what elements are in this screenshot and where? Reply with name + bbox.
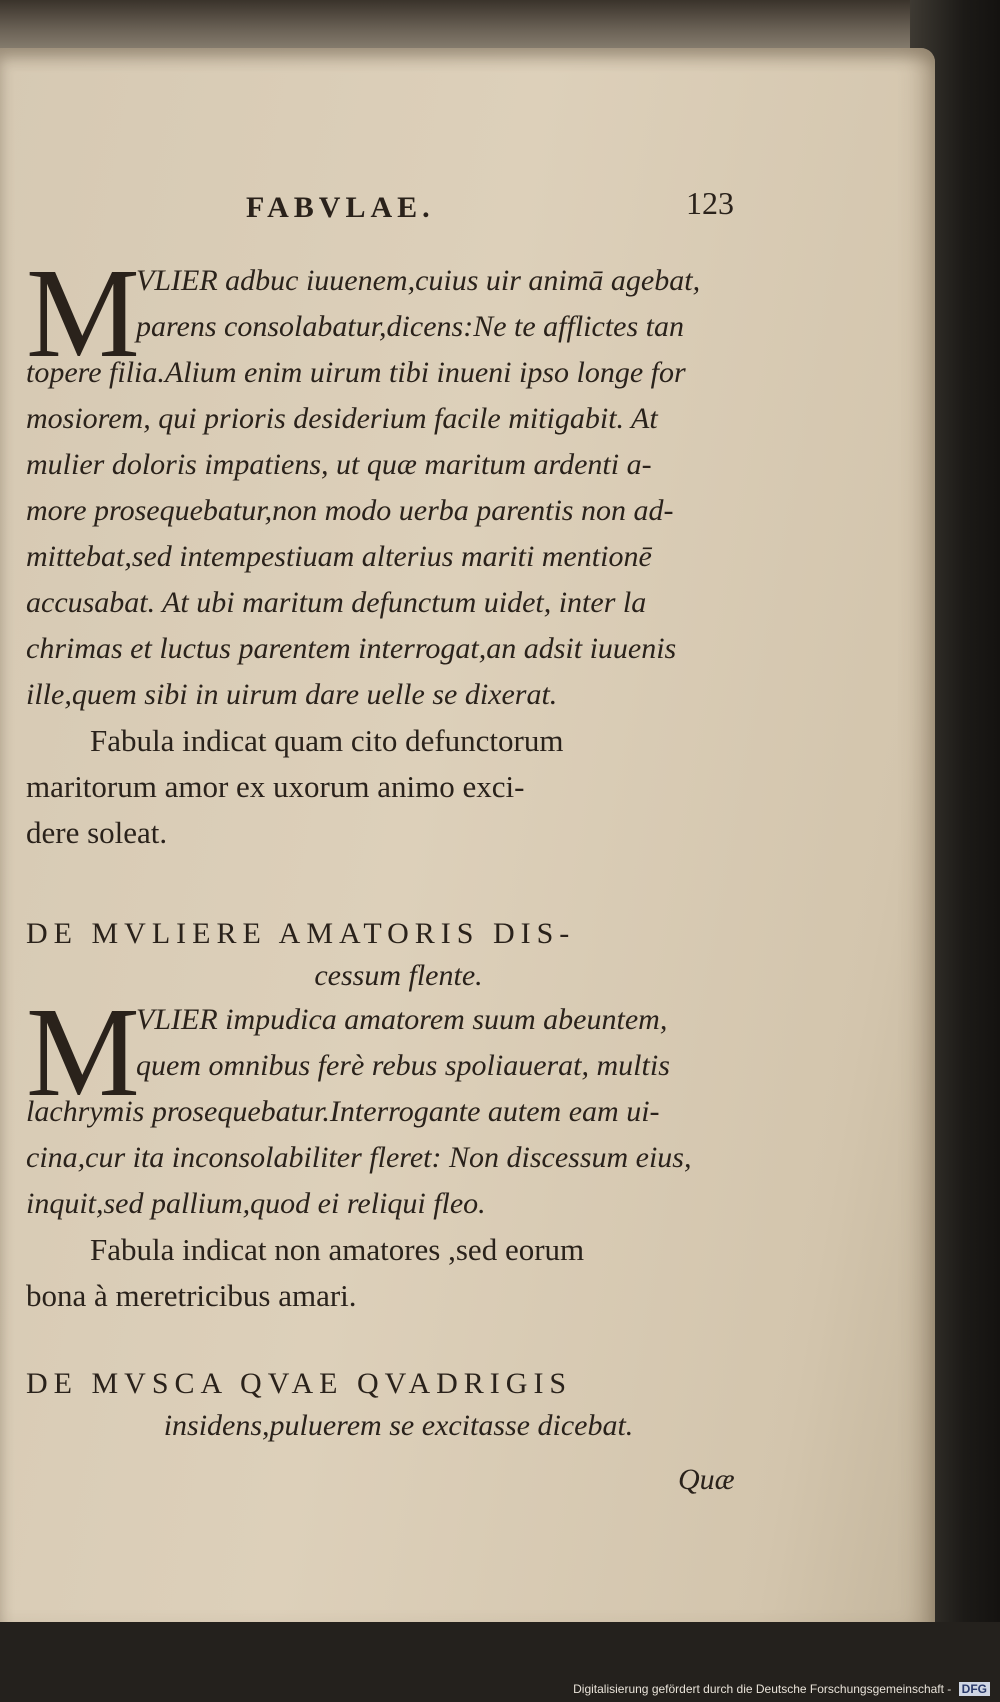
moral-line: Fabula indicat non amatores ,sed eorum xyxy=(90,1232,585,1267)
fable-subheading: insidens,puluerem se excitasse dicebat. xyxy=(163,1409,634,1442)
moral-1 xyxy=(26,718,771,856)
fable-heading: DE MVSCA QVAE QVADRIGIS xyxy=(26,1367,573,1400)
text-line: ille,quem sibi in uirum dare uelle se dixerat. xyxy=(26,678,558,711)
text-line: inquit,sed pallium,quod ei reliqui fleo. xyxy=(26,1187,486,1220)
text-line: quem omnibus ferè rebus spoliauerat, multis xyxy=(136,1049,670,1082)
moral-line: maritorum amor ex uxorum animo exci- xyxy=(26,769,525,804)
running-title: FABVLAE. xyxy=(246,191,435,224)
text-line: cina,cur ita inconsolabiliter fleret: Non discessum eius, xyxy=(26,1141,692,1174)
text-line: VLIER impudica amatorem suum abeuntem, xyxy=(136,1003,668,1036)
moral-line: Fabula indicat quam cito defunctorum xyxy=(90,723,564,758)
text-line: chrimas et luctus parentem interrogat,an adsit iuuenis xyxy=(26,632,677,665)
fable-2-body xyxy=(26,981,771,1227)
fable-3 xyxy=(26,1363,771,1447)
text-line: parens consolabatur,dicens:Ne te afflictes tan xyxy=(136,310,684,343)
dropcap-2: M xyxy=(26,981,140,1123)
text-line: mosiorem, qui prioris desiderium facile mitigabit. At xyxy=(26,402,658,435)
dfg-logo: DFG xyxy=(959,1682,990,1696)
catchword: Quæ xyxy=(678,1463,735,1496)
dropcap-1: M xyxy=(26,242,140,384)
fable-heading: DE MVLIERE AMATORIS DIS- xyxy=(26,917,576,950)
moral-line: dere soleat. xyxy=(26,815,168,850)
moral-2 xyxy=(26,1227,771,1319)
credit-text: Digitalisierung gefördert durch die Deutsche Forschungsgemeinschaft - xyxy=(573,1682,952,1696)
digitization-credit xyxy=(573,1682,990,1696)
book-page xyxy=(0,48,935,1633)
fable-2 xyxy=(26,913,771,1319)
running-head xyxy=(26,123,771,224)
page-text xyxy=(26,123,771,1496)
fable-1 xyxy=(26,242,771,856)
text-line: lachrymis prosequebatur.Interrogante autem eam ui- xyxy=(26,1095,660,1128)
text-line: accusabat. At ubi maritum defunctum uidet, inter la xyxy=(26,586,647,619)
page-number: 123 xyxy=(686,185,734,221)
text-line: mulier doloris impatiens, ut quæ maritum ardenti a- xyxy=(26,448,652,481)
text-line: VLIER adbuc iuuenem,cuius uir animā agebat, xyxy=(136,264,701,297)
text-line: mittebat,sed intempestiuam alterius mariti mentionē xyxy=(26,540,652,573)
fable-subheading: cessum flente. xyxy=(314,959,483,992)
moral-line: bona à meretricibus amari. xyxy=(26,1278,357,1313)
text-line: topere filia.Alium enim uirum tibi inueni ipso longe for xyxy=(26,356,686,389)
text-line: more prosequebatur,non modo uerba parentis non ad- xyxy=(26,494,674,527)
